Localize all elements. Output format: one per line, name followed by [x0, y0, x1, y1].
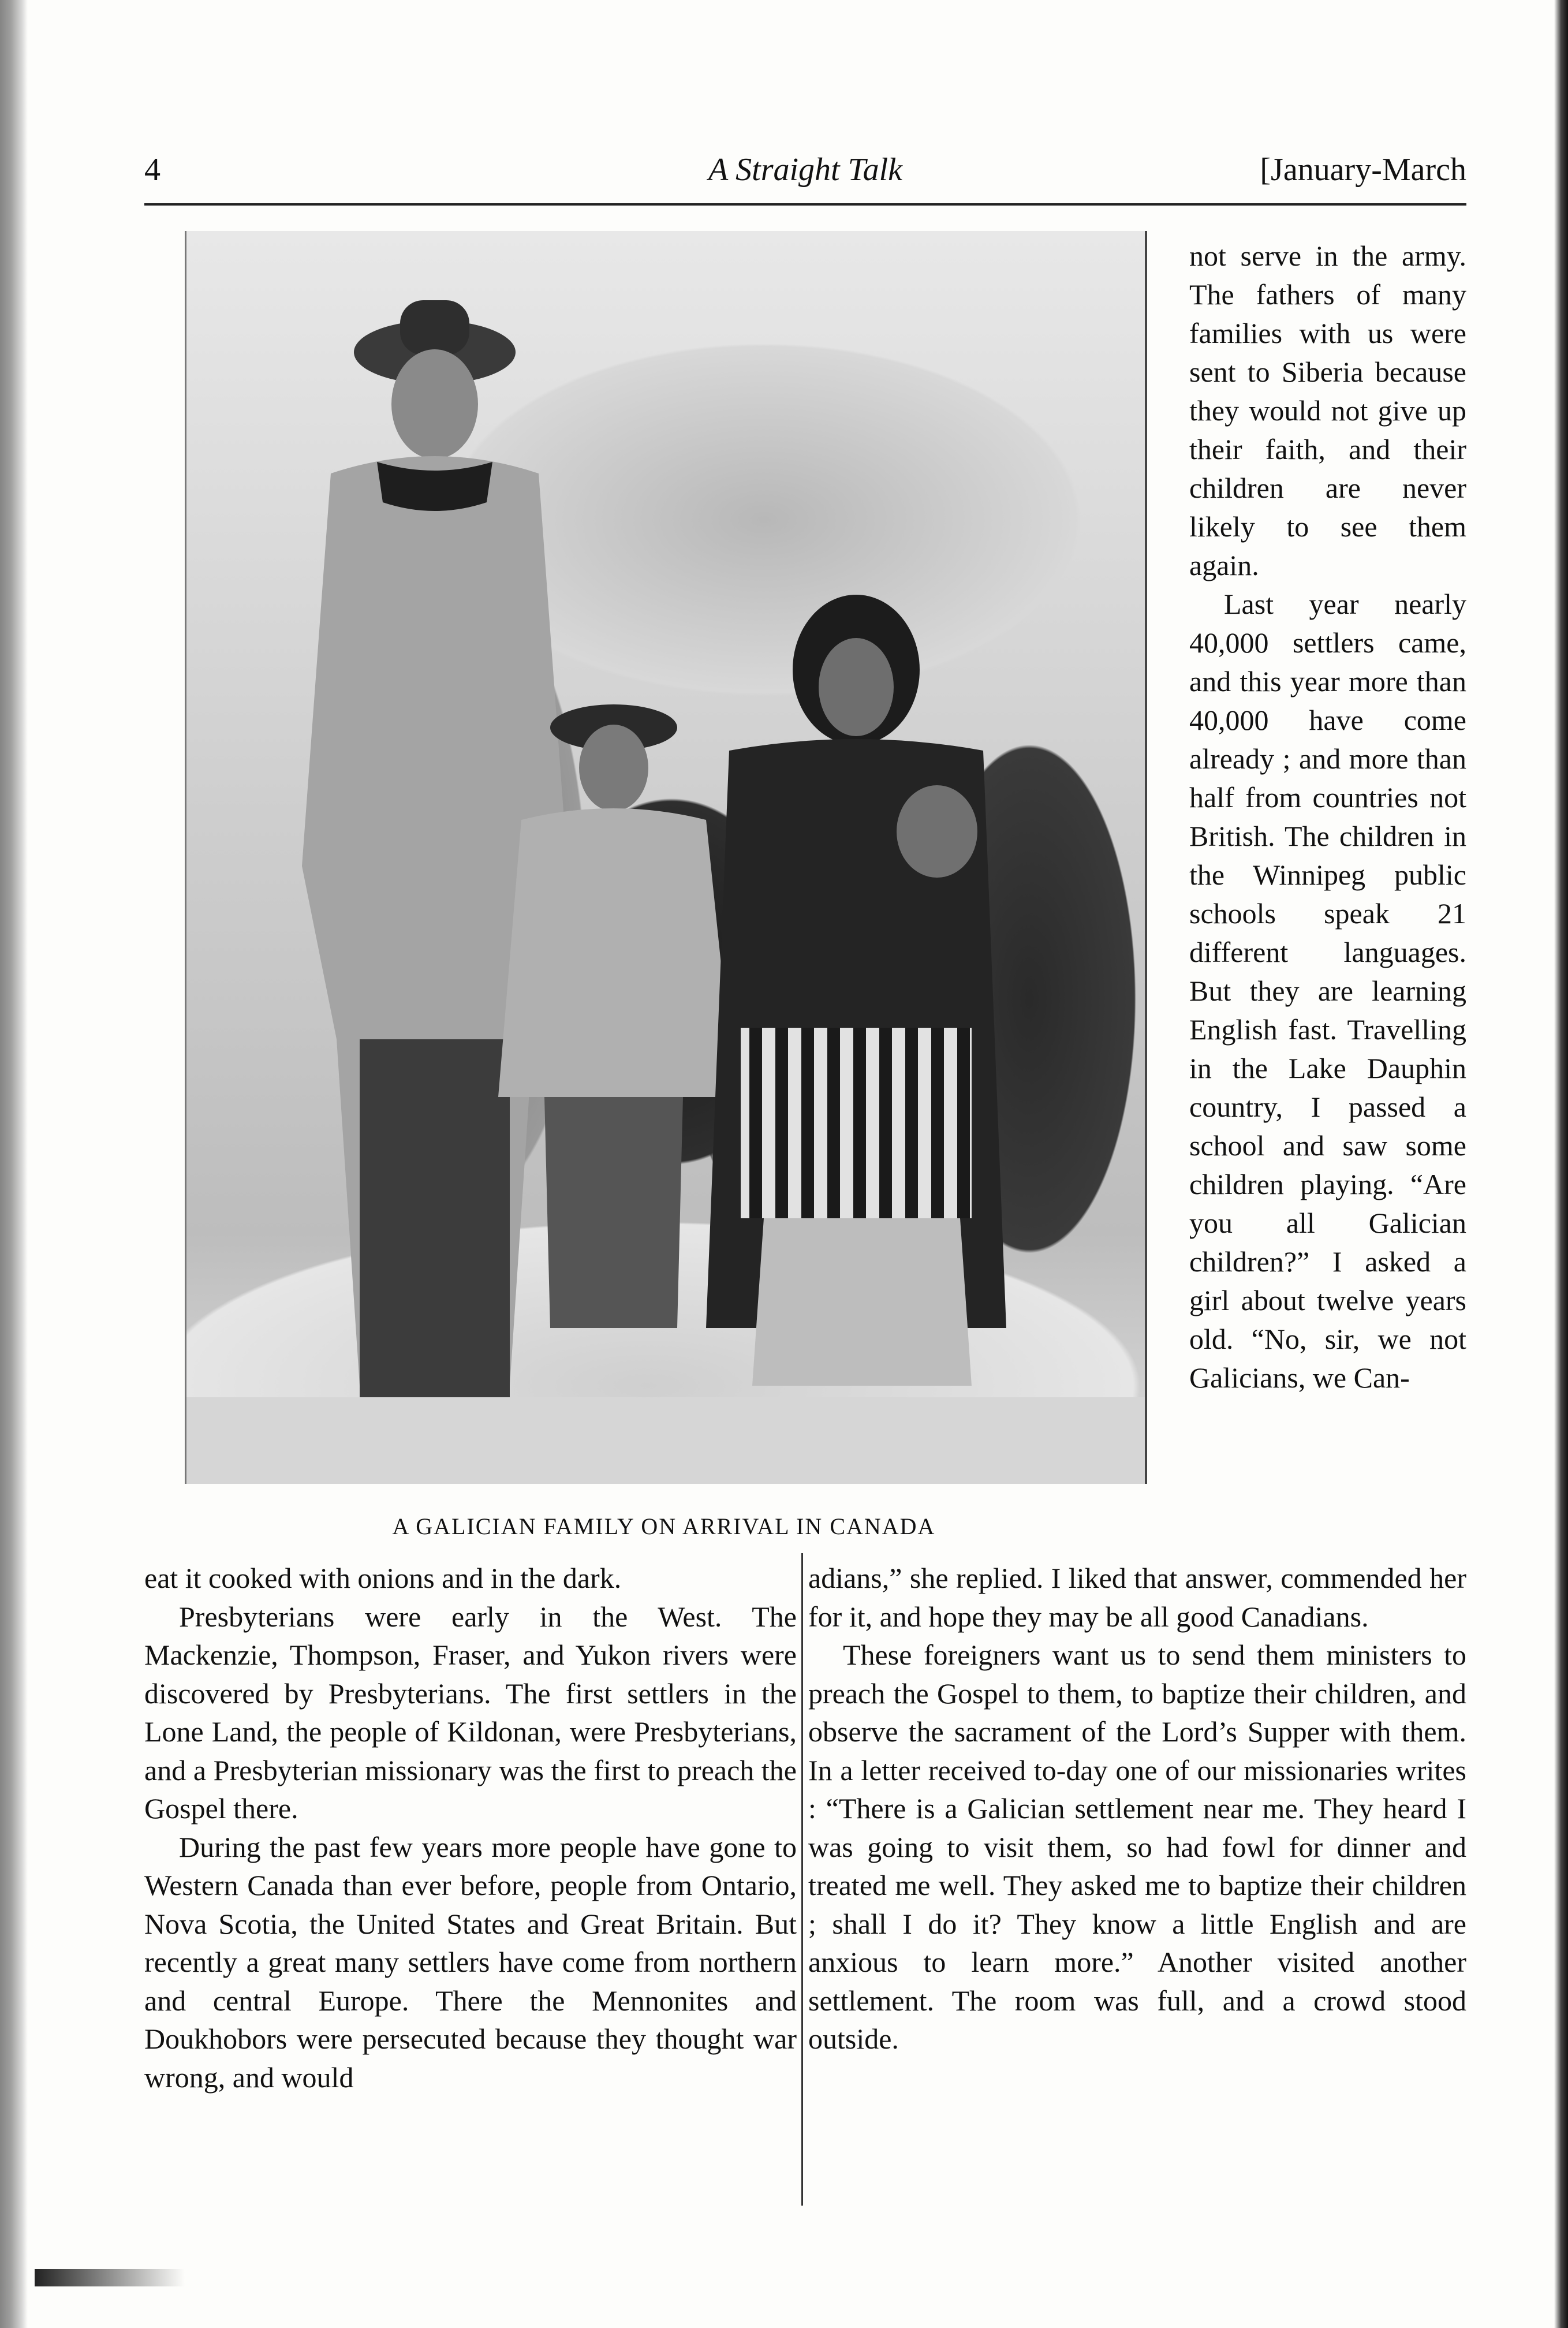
- paragraph: During the past few years more people have gone to Western Canada than ever before, people from Ontario, Nova Scotia, the United States and Great Britain. But recently a great many settlers have come from northern and central Europe. There the Mennonites and Doukhobors were persecuted because they thought war wrong, and would: [144, 1830, 797, 2094]
- page-edge-shadow-right: [1554, 0, 1568, 2328]
- paragraph: These foreigners want us to send them ministers to preach the Gospel to them, to baptize their children, and observe the sacrament of the Lord’s Supper with them. In a letter received to-day one of our missionaries writes : “There is a Galician settlement near me. They heard I was going to visit them, so had fowl for dinner and treated me well. They asked me to baptize their children ; shall I do it? They know a little English and are anxious to learn more.” Another visited another settlement. The room was full, and a crowd stood outside.: [808, 1639, 1466, 2055]
- text-column-left-bottom: [144, 1559, 797, 2096]
- infant: [897, 785, 977, 878]
- text-column-right-bottom: [808, 1559, 1466, 2058]
- column-divider: [801, 1553, 803, 2206]
- running-header: [144, 151, 1466, 203]
- paragraph: adians,” she replied. I liked that answer, commended her for it, and hope they may be all good Canadians.: [808, 1562, 1466, 1633]
- photo-figures: [186, 231, 1145, 1484]
- scan-smudge: [35, 2269, 185, 2286]
- issue-date-range: [January-March: [1260, 152, 1466, 188]
- woman-face: [819, 638, 894, 736]
- paragraph: Presbyterians were early in the West. The Mackenzie, Thompson, Fraser, and Yukon rivers were discovered by Presbyterians. The first settlers in the Lone Land, the people of Kildonan, were Presbyterians, and a Presbyterian missionary was the first to preach the Gospel there.: [144, 1600, 797, 1825]
- ground: [186, 1397, 1145, 1484]
- page-number: 4: [144, 152, 160, 188]
- publication-title: A Straight Talk: [708, 152, 903, 188]
- child-face: [579, 725, 648, 811]
- family-photograph: [185, 231, 1147, 1484]
- paragraph: eat it cooked with onions and in the dark.: [144, 1562, 622, 1594]
- man-face: [391, 349, 478, 459]
- woman-lower-skirt: [752, 1218, 972, 1386]
- page-edge-shadow-left: [0, 0, 28, 2328]
- man-legs: [360, 1039, 510, 1415]
- text-column-right-top: [1189, 237, 1466, 1397]
- child-coat: [498, 808, 735, 1097]
- woman-striped-skirt: [741, 1028, 972, 1218]
- paragraph: Last year nearly 40,000 settlers came, and this year more than 40,000 have come already ; and more than half from countries not British. The children in the Winnipeg public schools speak 21 different languages. But they are learning English fast. Travelling in the Lake Dauphin country, I passed a school and saw some children playing. “Are you all Galician children?” I asked a girl about twelve years old. “No, sir, we not Galicians, we Can-: [1189, 588, 1466, 1394]
- paragraph: not serve in the army. The fathers of many families with us were sent to Siberia because they would not give up their faith, and their children are never likely to see them again.: [1189, 240, 1466, 581]
- figure-caption: A GALICIAN FAMILY ON ARRIVAL IN CANADA: [392, 1513, 936, 1539]
- man-hat-crown: [400, 300, 469, 355]
- child-legs: [544, 1097, 683, 1328]
- header-rule: [144, 203, 1466, 206]
